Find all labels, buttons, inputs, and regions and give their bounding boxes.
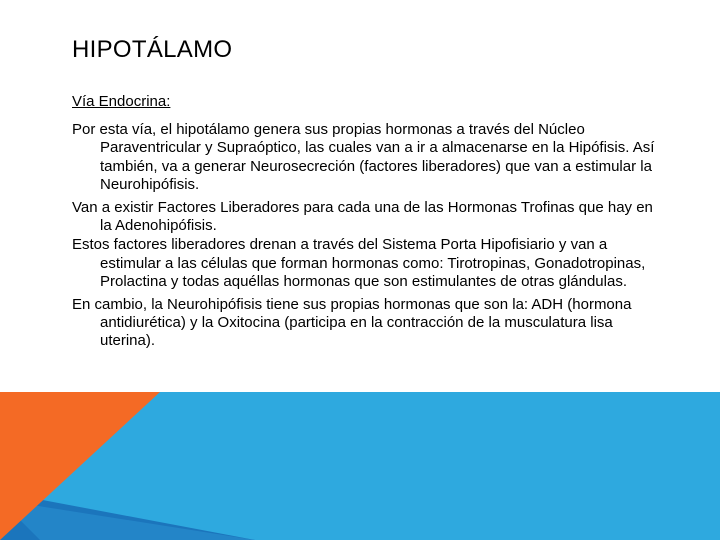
paragraph-1: Por esta vía, el hipotálamo genera sus propias hormonas a través del Núcleo Paraventricular y Supraóptico, las cuales van a ir a almacenarse en la Hipófisis. Así también, va a generar Neurosecreción (factores liberadores) que van a estimular la Neurohipófisis. xyxy=(72,121,655,193)
decorative-bottom-band xyxy=(0,392,720,540)
paragraph-4: En cambio, la Neurohipófisis tiene sus propias hormonas que son la: ADH (hormona antidiurética) y la Oxitocina (participa en la contracción de la musculatura lisa uterina). xyxy=(72,296,632,350)
slide-title: HIPOTÁLAMO xyxy=(72,36,233,63)
paragraph-2: Van a existir Factores Liberadores para cada una de las Hormonas Trofinas que hay en la Adenohipófisis. xyxy=(72,199,653,235)
paragraph-3: Estos factores liberadores drenan a través del Sistema Porta Hipofisiario y van a estimular a las células que forman hormonas como: Tirotropinas, Gonadotropinas, Prolactina y todas aquéllas hormonas que son estimulantes de otras glándulas. xyxy=(72,236,646,290)
slide-content xyxy=(72,93,662,356)
section-subheading: Vía Endocrina: xyxy=(72,93,171,110)
